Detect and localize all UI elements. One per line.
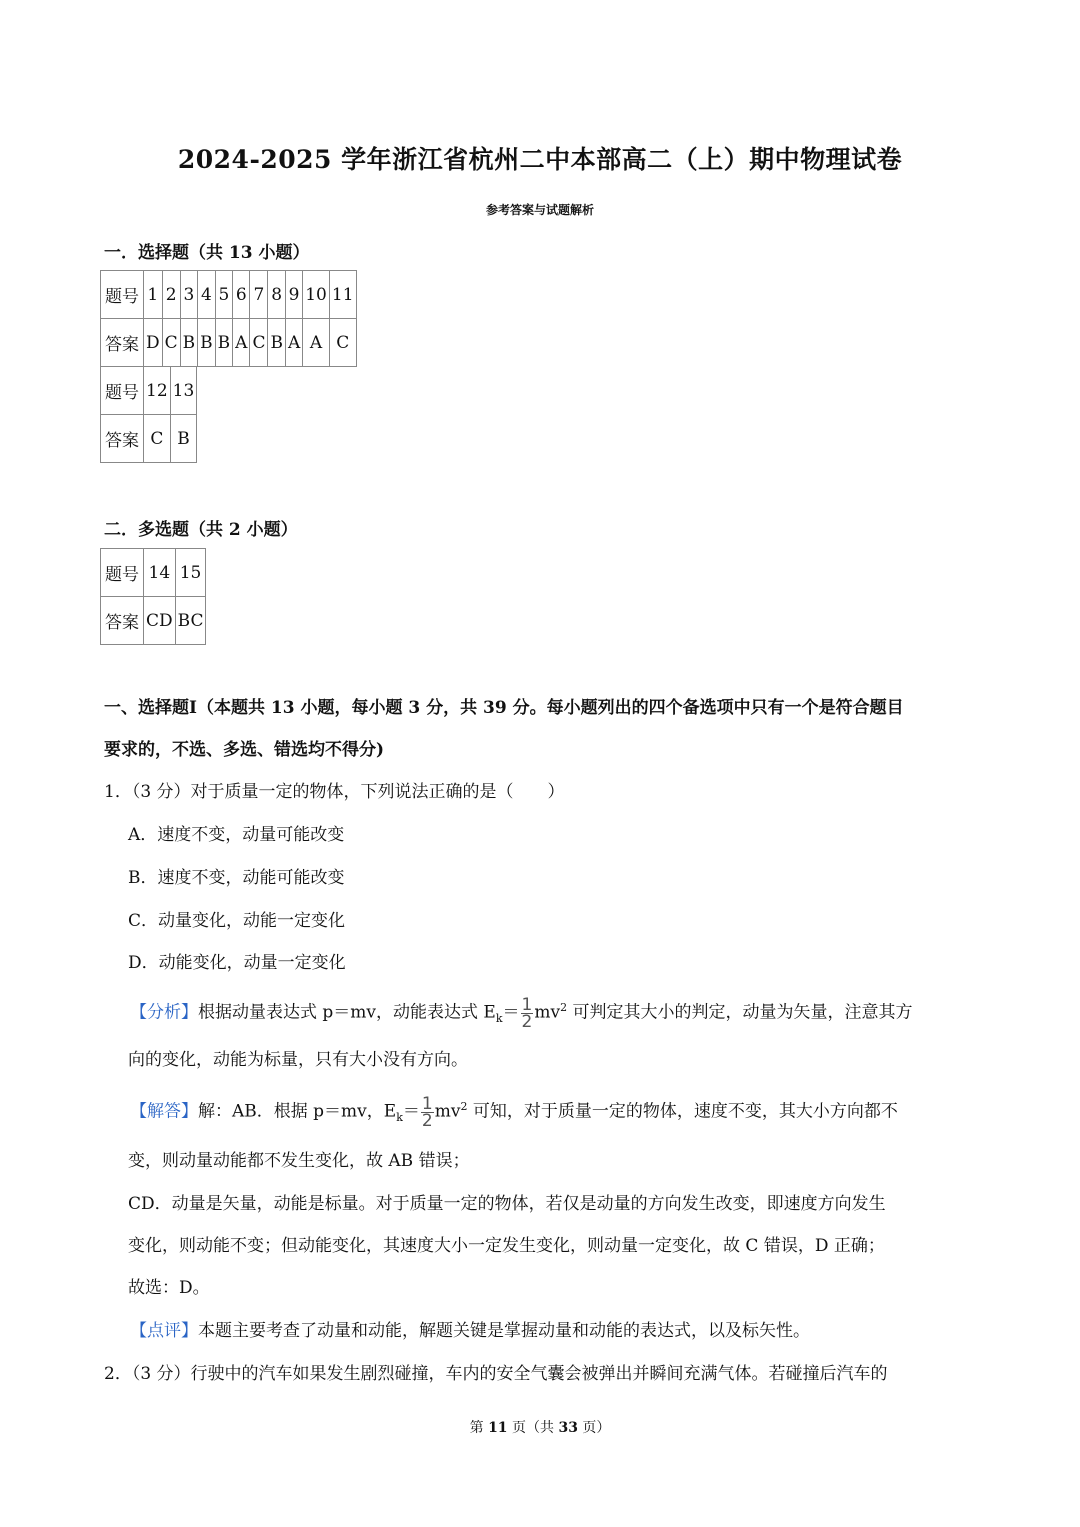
table-row: [101, 597, 206, 645]
table-cell: 2: [162, 271, 180, 319]
answer-tag: 【解答】: [130, 1101, 198, 1122]
table-cell: 4: [198, 271, 216, 319]
question-1-option-a: A．速度不变，动量可能改变: [128, 825, 345, 845]
question-1-option-b: B．速度不变，动能可能改变: [128, 868, 345, 888]
row-label: 答案: [101, 597, 144, 645]
table-cell: BC: [175, 597, 206, 645]
row-label: 答案: [101, 415, 144, 463]
table-cell: 11: [329, 271, 356, 319]
question-1-stem: 1．（3 分）对于质量一定的物体，下列说法正确的是（ ）: [104, 782, 565, 802]
table-cell: 10: [303, 271, 330, 319]
table-cell: 12: [144, 367, 171, 415]
fraction-one-half: $\frac{1}{2}$: [421, 1093, 433, 1131]
answer-line2: 变，则动量动能都不发生变化，故 AB 错误；: [128, 1151, 470, 1171]
row-label: 题号: [101, 367, 144, 415]
answer-table-3: [100, 548, 206, 645]
table-cell: CD: [144, 597, 176, 645]
table-cell: B: [170, 415, 197, 463]
table-cell: 13: [170, 367, 197, 415]
analysis-tag: 【分析】: [130, 1002, 198, 1023]
table-cell: 14: [144, 549, 176, 597]
table-cell: B: [198, 319, 216, 367]
question-1-option-d: D．动能变化，动量一定变化: [128, 953, 346, 973]
part1-heading-line2: 要求的，不选、多选、错选均不得分): [104, 740, 385, 760]
table-row: [101, 415, 197, 463]
question-1-option-c: C．动量变化，动能一定变化: [128, 911, 346, 931]
question-2-stem: 2．（3 分）行驶中的汽车如果发生剧烈碰撞，车内的安全气囊会被弹出并瞬间充满气体。若碰撞后汽车的: [104, 1364, 888, 1384]
table-cell: A: [233, 319, 250, 367]
answer-table-1: [100, 270, 357, 367]
section2-heading: 二．多选题（共 2 小题）: [104, 520, 298, 540]
table-cell: 1: [144, 271, 163, 319]
row-label: 题号: [101, 271, 144, 319]
table-cell: C: [144, 415, 171, 463]
table-row: [101, 319, 357, 367]
analysis-line2: 向的变化，动能为标量，只有大小没有方向。: [128, 1050, 468, 1070]
answer-table-2: [100, 366, 197, 463]
analysis-line1: 【分析】根据动量表达式 p＝mv，动能表达式 $E_k=$ $\frac{1}{2}$ $mv^2$ 可判定其大小的判定，动量为矢量，注意其方: [130, 994, 913, 1032]
comment-line: 【点评】本题主要考查了动量和动能，解题关键是掌握动量和动能的表达式，以及标矢性。: [130, 1321, 810, 1341]
table-cell: 8: [268, 271, 286, 319]
comment-tag: 【点评】: [130, 1321, 198, 1341]
page-footer: 第 11 页（共 33 页）: [469, 1420, 611, 1436]
table-cell: 7: [250, 271, 268, 319]
row-label: 题号: [101, 549, 144, 597]
answer-line3: CD．动量是矢量，动能是标量。对于质量一定的物体，若仅是动量的方向发生改变，即速度方向发生: [128, 1194, 886, 1214]
table-row: [101, 271, 357, 319]
answer-line1: 【解答】解：AB．根据 p＝mv，$E_k=$ $\frac{1}{2}$ $mv^2$ 可知，对于质量一定的物体，速度不变，其大小方向都不: [130, 1093, 898, 1131]
fraction-one-half: $\frac{1}{2}$: [521, 994, 533, 1032]
table-cell: 9: [285, 271, 302, 319]
table-cell: 6: [233, 271, 250, 319]
page-subtitle: 参考答案与试题解析: [485, 203, 594, 217]
table-cell: A: [303, 319, 330, 367]
answer-line5: 故选：D。: [128, 1278, 210, 1298]
table-cell: A: [285, 319, 302, 367]
table-cell: C: [162, 319, 180, 367]
row-label: 答案: [101, 319, 144, 367]
table-row: [101, 367, 197, 415]
table-cell: B: [180, 319, 198, 367]
table-cell: 3: [180, 271, 198, 319]
part1-heading-line1: 一、选择题I（本题共 13 小题，每小题 3 分，共 39 分。每小题列出的四个备选项中只有一个是符合题目: [104, 698, 904, 718]
page-title: 2024-2025 学年浙江省杭州二中本部高二（上）期中物理试卷: [177, 145, 903, 174]
answer-line4: 变化，则动能不变；但动能变化，其速度大小一定发生变化，则动量一定变化，故 C 错误，D 正确；: [128, 1236, 885, 1256]
table-cell: C: [250, 319, 268, 367]
table-cell: C: [329, 319, 356, 367]
section1-heading: 一．选择题（共 13 小题）: [104, 243, 310, 263]
table-row: [101, 549, 206, 597]
table-cell: B: [215, 319, 233, 367]
table-cell: 15: [175, 549, 206, 597]
page-total: 33: [558, 1420, 578, 1436]
page-number: 11: [488, 1420, 508, 1436]
table-cell: 5: [215, 271, 233, 319]
table-cell: B: [268, 319, 286, 367]
table-cell: D: [144, 319, 163, 367]
